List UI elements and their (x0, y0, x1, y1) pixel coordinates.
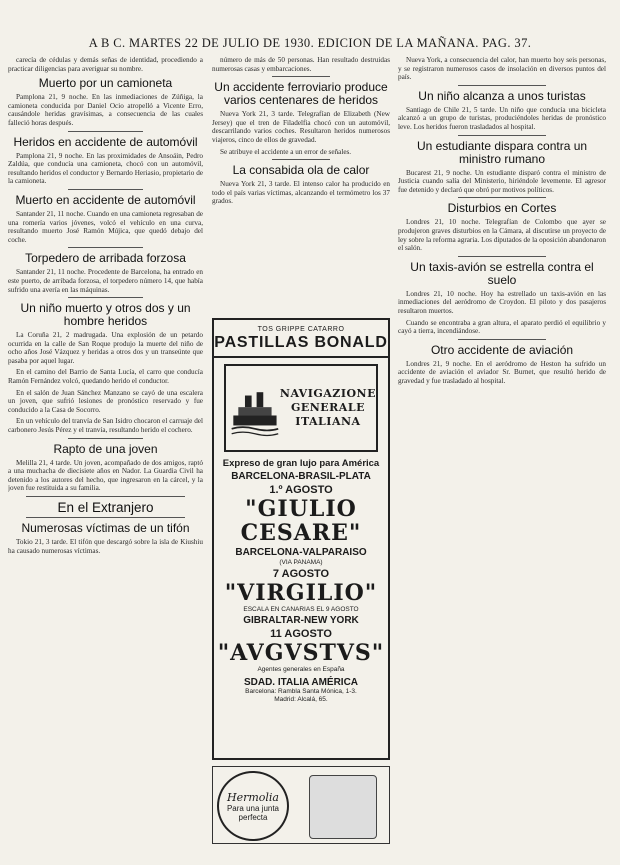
divider (26, 517, 185, 518)
ad-date: 11 AGOSTO (270, 628, 332, 640)
divider (458, 339, 546, 340)
divider (26, 496, 185, 497)
ad-route: GIBRALTAR-NEW YORK (243, 615, 359, 626)
article-paragraph: Bucarest 21, 9 noche. Un estudiante disparó contra el ministro de Justicia cuando salía del Ministerio, hiriéndole levemente. El agresor fue detenido y declaró que obró por motivos políticos. (398, 168, 606, 194)
hermolia-advertisement (212, 766, 390, 844)
ship-icon (230, 373, 280, 443)
headline: Disturbios en Cortes (447, 201, 557, 216)
article-paragraph: Se atribuye el accidente a un error de señales. (220, 147, 352, 156)
headline: Un accidente ferroviario produce varios centenares de heridos (214, 80, 388, 108)
article-paragraph: Santander 21, 11 noche. Cuando en una camioneta regresaban de una romería varios jóvenes, volcó el vehículo en una curva, resultando muerto José Ramón Mújica, que quedó debajo del coche. (8, 209, 203, 244)
ad-banner-line: ITALIANA (295, 415, 361, 428)
page-masthead: A B C. MARTES 22 DE JULIO DE 1930. EDICION DE LA MAÑANA. PAG. 37. (88, 36, 532, 50)
headline: Un taxis-avión se estrella contra el suelo (410, 259, 594, 287)
ad-ship-name: "AVGVSTVS" (217, 640, 385, 666)
ad-oval (217, 771, 289, 841)
ad-agency: SDAD. ITALIA AMÉRICA (243, 677, 359, 688)
divider (272, 76, 330, 77)
section-heading: En el Extranjero (57, 500, 154, 515)
headline: Un estudiante dispara contra un ministro rumano (416, 138, 588, 166)
headline: Heridos en accidente de automóvil (13, 134, 198, 149)
headline: Rapto de una joven (53, 441, 158, 456)
divider (68, 438, 143, 439)
ad-subtitle: Expreso de gran lujo para América (222, 458, 380, 469)
ad-banner (224, 364, 378, 452)
article-paragraph: Tokio 21, 3 tarde. El tifón que descargó sobre la isla de Kiushiu ha causado numerosas víctimas. (8, 538, 203, 555)
ad-address: Madrid: Alcalá, 65. (274, 696, 328, 703)
divider (458, 256, 546, 257)
ad-route: BARCELONA-BRASIL-PLATA (231, 471, 371, 482)
divider (68, 297, 143, 298)
column-right (398, 56, 606, 856)
divider (68, 189, 143, 190)
article-paragraph: Cuando se encontraba a gran altura, el aparato perdió el equilibrio y cayó a tierra, incendiándose. (398, 318, 606, 336)
ad-route: BARCELONA-VALPARAISO (235, 547, 367, 558)
article-paragraph: La Coruña 21, 2 madrugada. Una explosión de un petardo ocurrida en la calle de San Roque produjo la muerte del niño de ocho años José Vázquez y heridas a otros dos y un transeúnte que pasaba por aquel lugar. (8, 331, 203, 365)
article-paragraph: Santander 21, 11 noche. Procedente de Barcelona, ha entrado en este puerto, de arribada forzosa, el torpedero número 14, que había sufrido una avería en las máquinas. (8, 268, 203, 294)
divider (458, 85, 546, 86)
ad-address: Barcelona: Rambla Santa Mónica, 1-3. (245, 688, 357, 695)
article-paragraph: Londres 21, 10 noche. Telegrafían de Colombo que ayer se produjeron graves disturbios en la Cámara, al discutirse un proyecto de ley sobre la reforma agraria. Los diputados de la oposición abandonaron el salón. (398, 218, 606, 253)
headline: Otro accidente de aviación (430, 342, 574, 357)
headline: Un niño alcanza a unos turistas (418, 88, 586, 103)
ad-banner-line: GENERALE (290, 401, 365, 414)
ad-ship-name: "GIULIO CESARE" (240, 496, 362, 546)
headline: La consabida ola de calor (232, 163, 370, 178)
headline: Muerto por un camioneta (38, 76, 173, 91)
ad-agents-note: Agentes generales en España (257, 666, 345, 673)
article-paragraph: Nueva York 21, 3 tarde. Telegrafían de Elizabeth (New Jersey) que el tren de Filadelfia chocó con un automóvil, descarrilando varios coches. Resultaron heridos numerosos viajeros, cinco de ellos de gravedad. (212, 110, 390, 144)
divider (458, 135, 546, 136)
article-paragraph: Nueva York, a consecuencia del calor, han muerto hoy seis personas, y se registraron numerosos casos de insolación en diversos puntos del país. (398, 56, 606, 82)
article-paragraph: En el camino del Barrio de Santa Lucía, el carro que conducía Ramón Fernández volcó, quedando herido el conductor. (8, 368, 203, 386)
divider (214, 356, 388, 358)
ad-date: 7 AGOSTO (272, 568, 330, 580)
product-image (309, 775, 377, 839)
ad-date: 1.º AGOSTO (269, 484, 333, 496)
ad-text: Para una junta (226, 803, 280, 813)
article-paragraph: Santiago de Chile 21, 5 tarde. Un niño que conducía una bicicleta alcanzó a un grupo de turistas, produciéndoles heridas de pronóstico leve. Los heridos fueron trasladados al hospital. (398, 105, 606, 131)
article-paragraph: Pamplona 21, 9 noche. En las inmediaciones de Zúñiga, la camioneta conducida por Daniel Ocio atropelló a Vicente Erro, causándole heridas gravísimas, a consecuencia de las cuales falleció horas después. (8, 93, 203, 127)
headline: Torpedero de arribada forzosa (25, 251, 186, 266)
ad-brand: Hermolia (226, 790, 279, 804)
ad-text: perfecta (238, 812, 268, 822)
divider (68, 247, 143, 248)
ad-banner-line: NAVIGAZIONE (279, 387, 376, 400)
ad-top-tagline: TOS GRIPPE CATARRO (257, 326, 345, 333)
ad-banner-text (280, 387, 376, 429)
headline: Un niño muerto y otros dos y un hombre heridos (20, 301, 191, 329)
article-paragraph: Nueva York 21, 3 tarde. El intenso calor ha producido en todo el país varias víctimas, alcanzando el termómetro los 37 grados. (212, 180, 390, 206)
column-left (8, 56, 203, 856)
article-paragraph: número de más de 50 personas. Han resultado destruidas numerosas casas y embarcaciones. (212, 56, 390, 73)
column-middle (212, 56, 390, 209)
article-paragraph: En un vehículo del tranvía de San Isidro chocaron el carruaje del carbonero Jesús Pérez y el tranvía, resultando herido el cochero. (8, 417, 203, 435)
article-paragraph: Londres 21, 10 noche. Hoy ha estrellado un taxis-avión en las inmediaciones del aeródromo de Croydon. El piloto y dos pasajeros resultaron muertos. (398, 289, 606, 315)
divider (272, 159, 330, 160)
divider (68, 131, 143, 132)
article-paragraph: Melilla 21, 4 tarde. Un joven, acompañado de dos amigos, raptó a una muchacha de diecisiete años en Nador. La Guardia Civil ha detenido a los autores del hecho, que ingresaron en la cárcel, y la joven fue restituida a su familia. (8, 458, 203, 493)
ad-route-note: (VIA PANAMA) (279, 559, 323, 566)
headline: Muerto en accidente de automóvil (15, 192, 196, 207)
ad-route-note: ESCALA EN CANARIAS EL 9 AGOSTO (243, 606, 359, 613)
article-paragraph: Pamplona 21, 9 noche. En las proximidades de Ansoáin, Pedro Zaldúa, que conducía una camioneta, chocó con un automóvil, resultando heridos el conductor y Bernardo Heriasio, propietario de la camioneta. (8, 151, 203, 186)
article-paragraph: Londres 21, 9 noche. En el aeródromo de Heston ha sufrido un accidente de aviación el aviador Sr. Burnet, que resultó herido de gravedad y fue trasladado al hospital. (398, 359, 606, 385)
article-paragraph: En el salón de Juan Sánchez Manzano se cayó de una escalera un joven, que sufrió lesiones de pronóstico reservado y fue conducido a la Casa de Socorro. (8, 388, 203, 414)
divider (458, 197, 546, 198)
ad-ship-name: "VIRGILIO" (224, 580, 378, 606)
shipping-advertisement (212, 318, 390, 760)
article-paragraph: carecía de cédulas y demás señas de identidad, procediendo a practicar diligencias para averiguar su nombre. (8, 56, 203, 73)
ad-pastillas-title: PASTILLAS BONALD (214, 334, 388, 351)
headline: Numerosas víctimas de un tifón (21, 521, 190, 535)
